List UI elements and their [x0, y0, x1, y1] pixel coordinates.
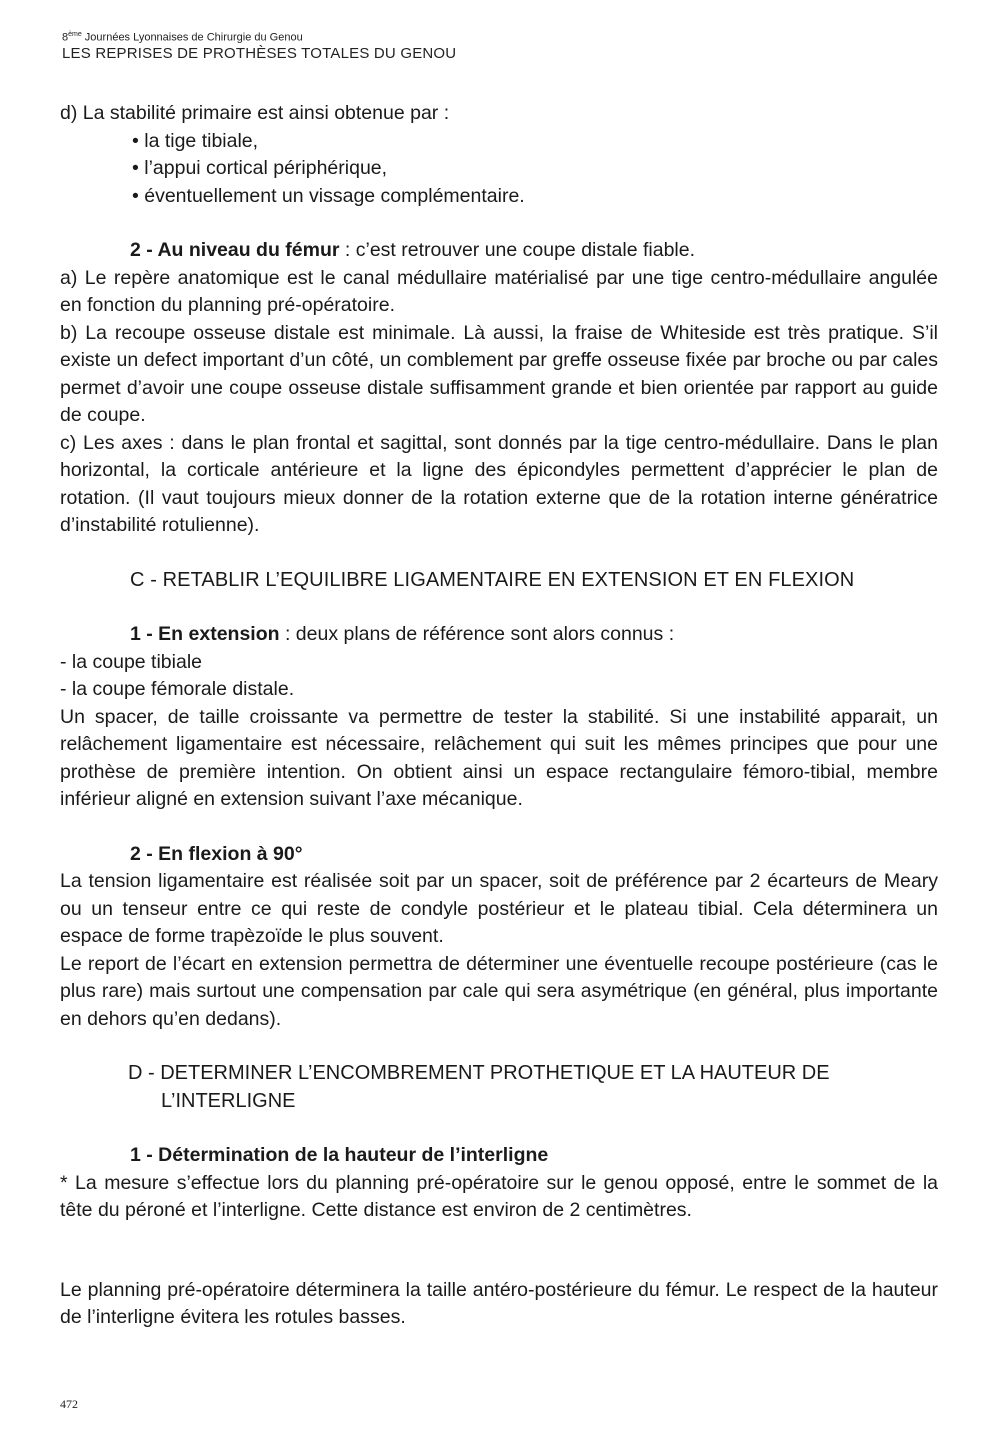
- heading-interligne: [60, 1142, 938, 1170]
- list-item: - la coupe tibiale: [60, 650, 203, 673]
- para-extension: Un spacer, de taille croissante va permettre de tester la stabilité. Si une instabilité apparait, un relâchement ligamentaire est nécessaire, relâchement qui suit les mêmes principes que pour une prothèse de première intention. On obtient ainsi un espace rectangulaire fémoro-tibial, membre inférieur aligné en extension suivant l’axe mécanique.: [60, 705, 938, 810]
- bullet-item: • l’appui cortical périphérique,: [132, 157, 388, 179]
- bullet-item: • éventuellement un vissage complémentaire.: [132, 184, 525, 207]
- bullet-list: [60, 128, 938, 211]
- para-d-intro: d) La stabilité primaire est ainsi obtenue par :: [60, 102, 450, 124]
- page-body: [60, 100, 938, 1332]
- header-book-title: LES REPRISES DE PROTHÈSES TOTALES DU GENOU: [62, 44, 457, 62]
- header-sup: ème: [68, 31, 82, 38]
- header-conference-name: Journées Lyonnaises de Chirurgie du Genou: [81, 31, 303, 44]
- para-flexion-1: La tension ligamentaire est réalisée soit par un spacer, soit de préférence par 2 écarteurs de Meary ou un tenseur entre ce qui reste de condyle postérieur et le plateau tibial. Cela déterminera un espace de forme trapèzoïde le plus souvent.: [60, 870, 938, 947]
- running-header: [62, 28, 456, 63]
- page-number: 472: [60, 1397, 78, 1411]
- section-d-title-line2: L’INTERLIGNE: [161, 1089, 296, 1112]
- para-femur-c: c) Les axes : dans le plan frontal et sagittal, sont donnés par la tige centro-médullaire. Dans le plan horizontal, la corticale antérieure et la ligne des épicondyles permettent d’apprécier le plan de rotation. (Il vaut toujours mieux donner de la rotation externe que de la rotation interne génératrice d’instabilité rotulienne).: [60, 431, 938, 536]
- heading-femur-rest: : c’est retrouver une coupe distale fiable.: [339, 239, 696, 261]
- heading-extension-rest: : deux plans de référence sont alors connus :: [279, 623, 675, 645]
- header-conference: [62, 28, 456, 45]
- para-flexion-2: Le report de l’écart en extension permettra de déterminer une éventuelle recoupe postérieure (cas le plus rare) mais surtout une compensation par cale qui sera asymétrique (en général, plus importante en dehors qu’en dedans).: [60, 952, 938, 1030]
- section-d-title: [60, 1060, 938, 1115]
- header-num: 8: [62, 31, 69, 44]
- section-c-title: C - RETABLIR L’EQUILIBRE LIGAMENTAIRE EN EXTENSION ET EN FLEXION: [130, 568, 855, 591]
- heading-extension-bold: 1 - En extension: [130, 623, 280, 645]
- heading-interligne-bold: 1 - Détermination de la hauteur de l’interligne: [130, 1144, 549, 1166]
- section-d-title-line1: D - DETERMINER L’ENCOMBREMENT PROTHETIQUE ET LA HAUTEUR DE: [128, 1062, 830, 1084]
- heading-flexion: [60, 841, 938, 869]
- bullet-item: • la tige tibiale,: [132, 129, 259, 152]
- heading-femur: [60, 237, 938, 265]
- para-interligne-1: * La mesure s’effectue lors du planning pré-opératoire sur le genou opposé, entre le sommet de la tête du péroné et l’interligne. Cette distance est environ de 2 centimètres.: [60, 1171, 938, 1221]
- heading-femur-bold: 2 - Au niveau du fémur: [130, 239, 340, 261]
- para-femur-a: a) Le repère anatomique est le canal médullaire matérialisé par une tige centro-médullaire angulée en fonction du planning pré-opératoire.: [60, 266, 938, 316]
- heading-flexion-bold: 2 - En flexion à 90°: [130, 842, 303, 865]
- list-item: - la coupe fémorale distale.: [60, 678, 295, 700]
- heading-extension: [60, 621, 938, 649]
- para-interligne-2: Le planning pré-opératoire déterminera la taille antéro-postérieure du fémur. Le respect de la hauteur de l’interligne évitera les rotules basses.: [60, 1278, 938, 1328]
- para-femur-b: b) La recoupe osseuse distale est minimale. Là aussi, la fraise de Whiteside est très pratique. S’il existe un defect important d’un côté, un comblement par greffe osseuse fixée par broche ou par cales permet d’avoir une coupe osseuse distale suffisamment grande et bien orientée par rapport au guide de coupe.: [60, 321, 938, 426]
